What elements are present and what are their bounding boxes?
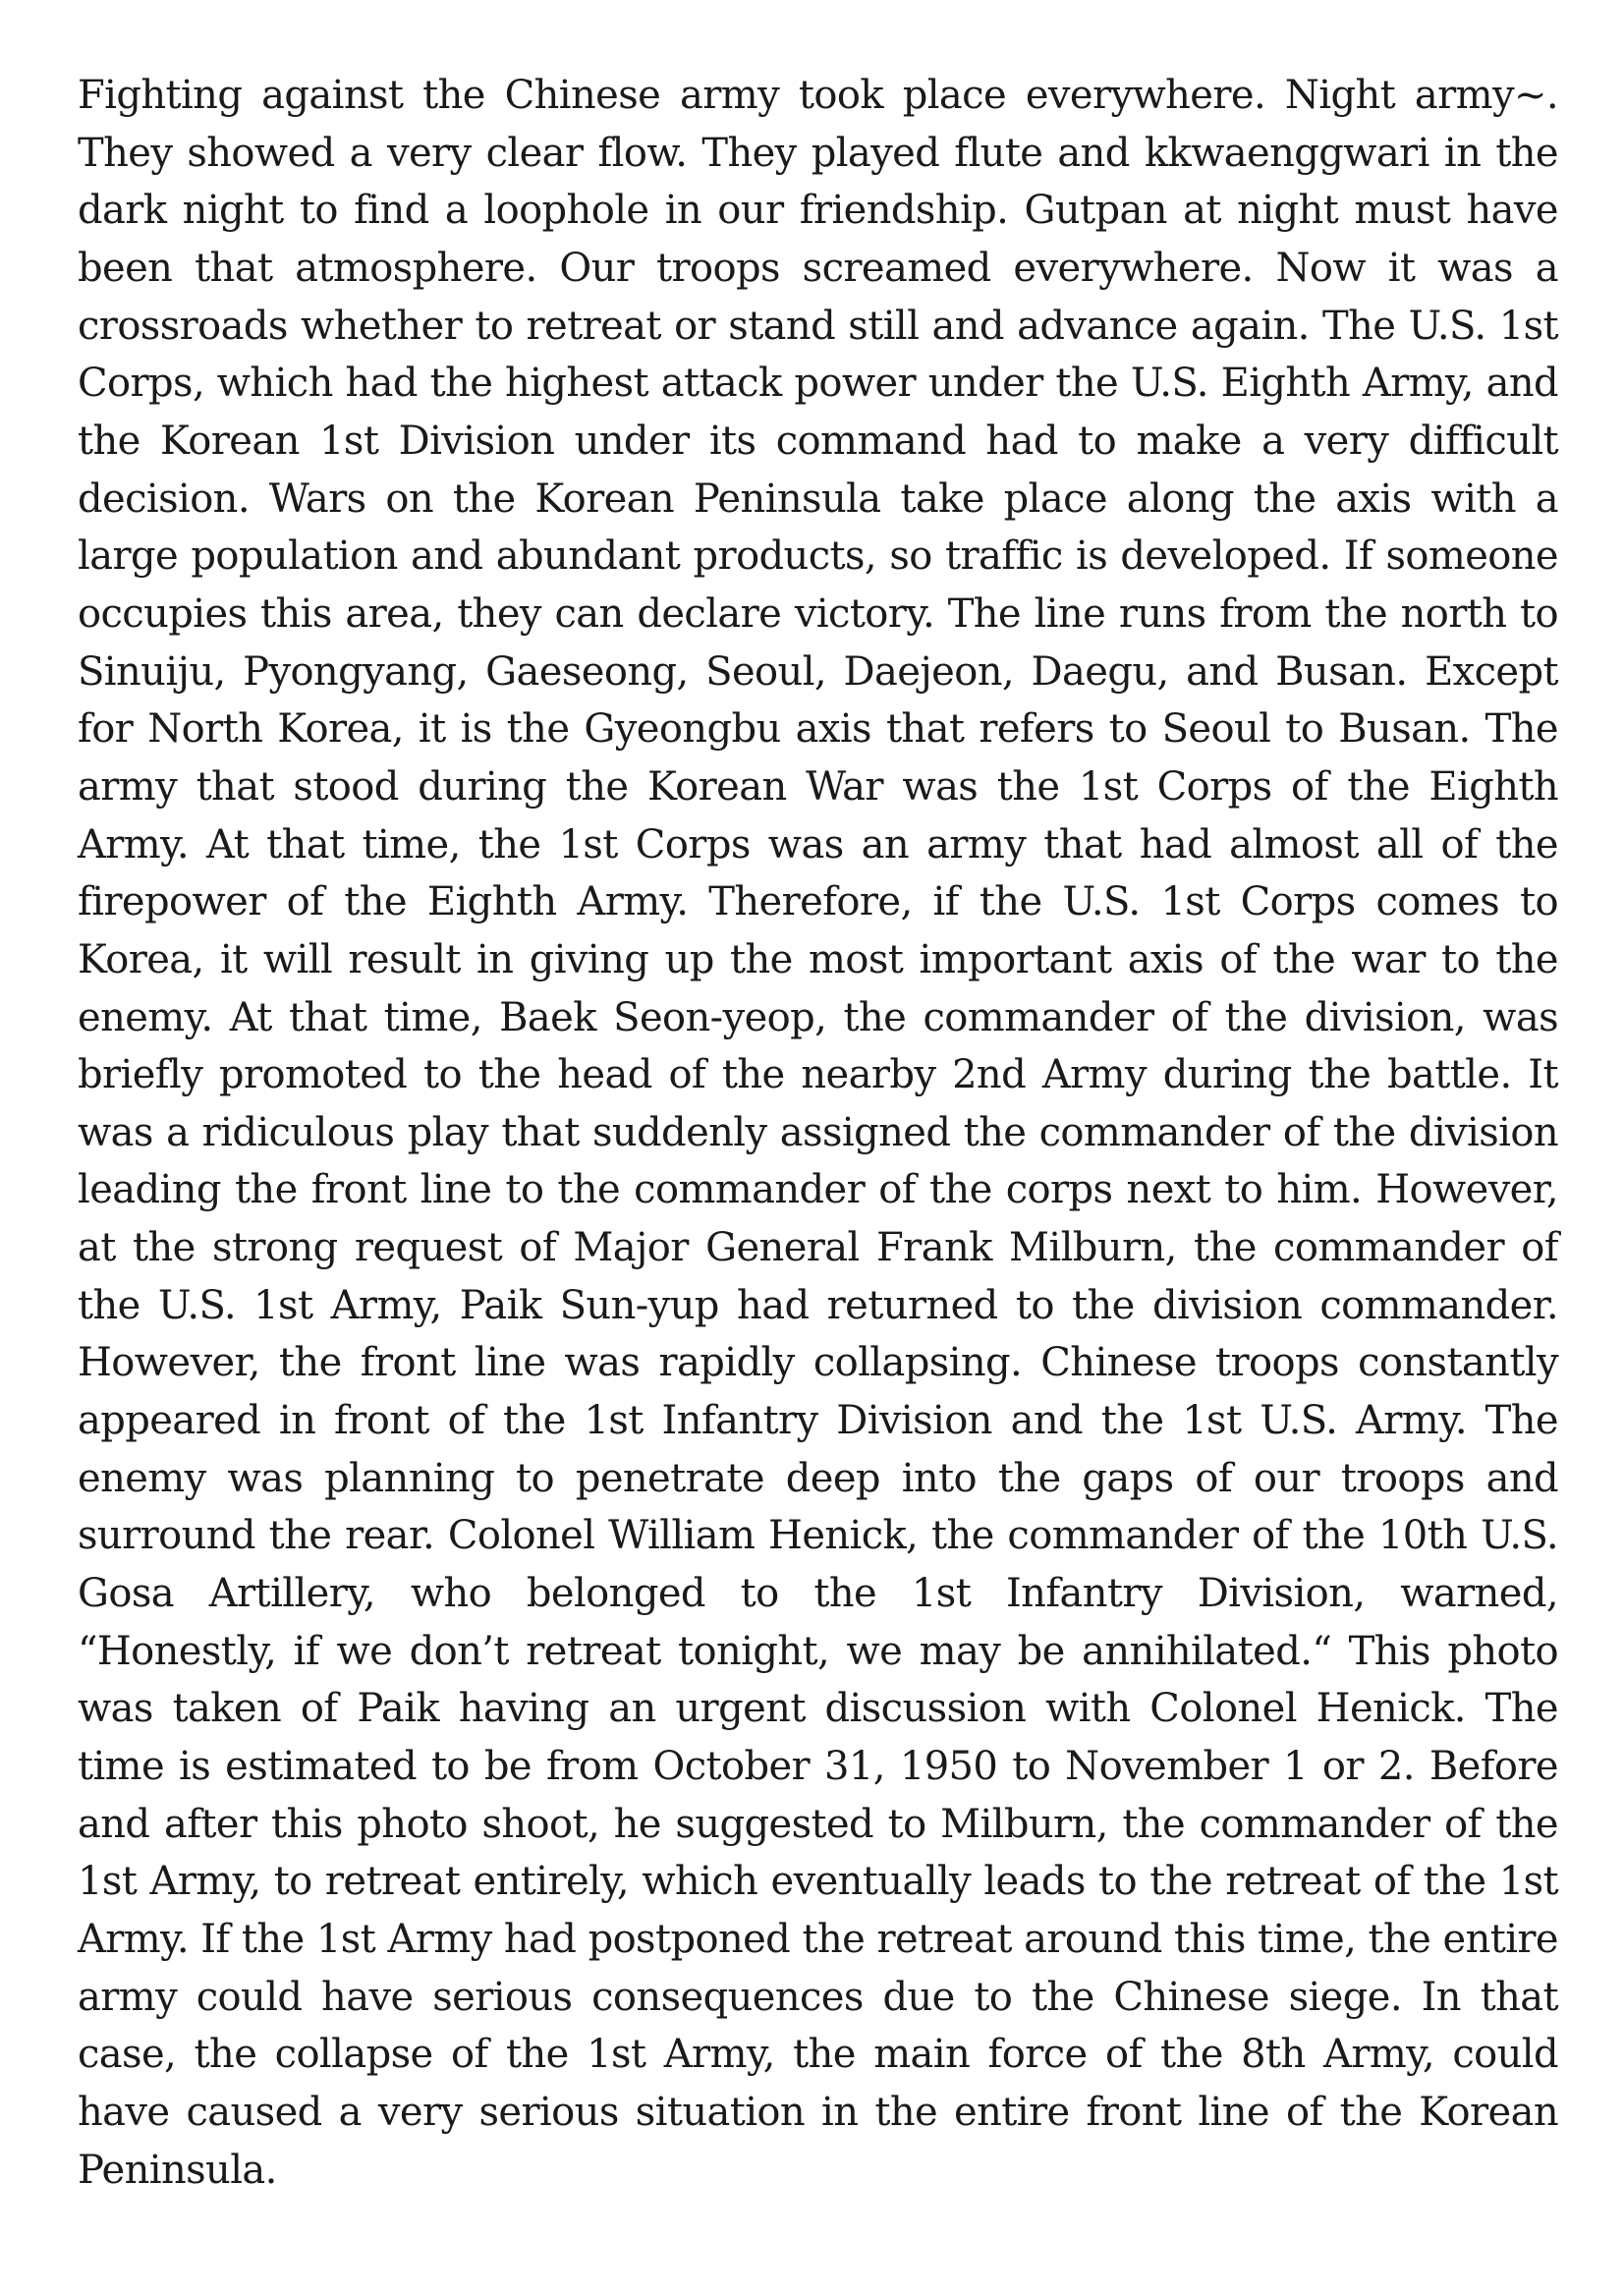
body-paragraph: Fighting against the Chinese army took place everywhere. Night army~. They showed a very clear flow. They played flute and kkwaenggwari in the dark night to find a loophole in our friendship. Gutpan at night must have been that atmosphere. Our troops screamed everywhere. Now it was a crossroads whether to retreat or stand still and advance again. The U.S. 1st Corps, which had the highest attack power under the U.S. Eighth Army, and the Korean 1st Division under its command had to make a very difficult decision. Wars on the Korean Peninsula take place along the axis with a large population and abundant products, so traffic is developed. If someone occupies this area, they can declare victory. The line runs from the north to Sinuiju, Pyongyang, Gaeseong, Seoul, Daejeon, Daegu, and Busan. Except for North Korea, it is the Gyeongbu axis that refers to Seoul to Busan. The army that stood during the Korean War was the 1st Corps of the Eighth Army. At that time, the 1st Corps was an army that had almost all of the firepower of the Eighth Army. Therefore, if the U.S. 1st Corps comes to Korea, it will result in giving up the most important axis of the war to the enemy. At that time, Baek Seon-yeop, the commander of the division, was briefly promoted to the head of the nearby 2nd Army during the battle. It was a ridiculous play that suddenly assigned the commander of the division leading the front line to the commander of the corps next to him. However, at the strong request of Major General Frank Milburn, the commander of the U.S. 1st Army, Paik Sun-yup had returned to the division commander. However, the front line was rapidly collapsing. Chinese troops constantly appeared in front of the 1st Infantry Division and the 1st U.S. Army. The enemy was planning to penetrate deep into the gaps of our troops and surround the rear. Colonel William Henick, the commander of the 10th U.S. Gosa Artillery, who belonged to the 1st Infantry Division, warned, “Honestly, if we don’t retreat tonight, we may be annihilated.“ This photo was taken of Paik having an urgent discussion with Colonel Henick. The time is estimated to be from October 31, 1950 to November 1 or 2. Before and after this photo shoot, he suggested to Milburn, the commander of the 1st Army, to retreat entirely, which eventually leads to the retreat of the 1st Army. If the 1st Army had postponed the retreat around this time, the entire army could have serious consequences due to the Chinese siege. In that case, the collapse of the 1st Army, the main force of the 8th Army, could have caused a very serious situation in the entire front line of the Korean Peninsula. [78,73,1558,2193]
